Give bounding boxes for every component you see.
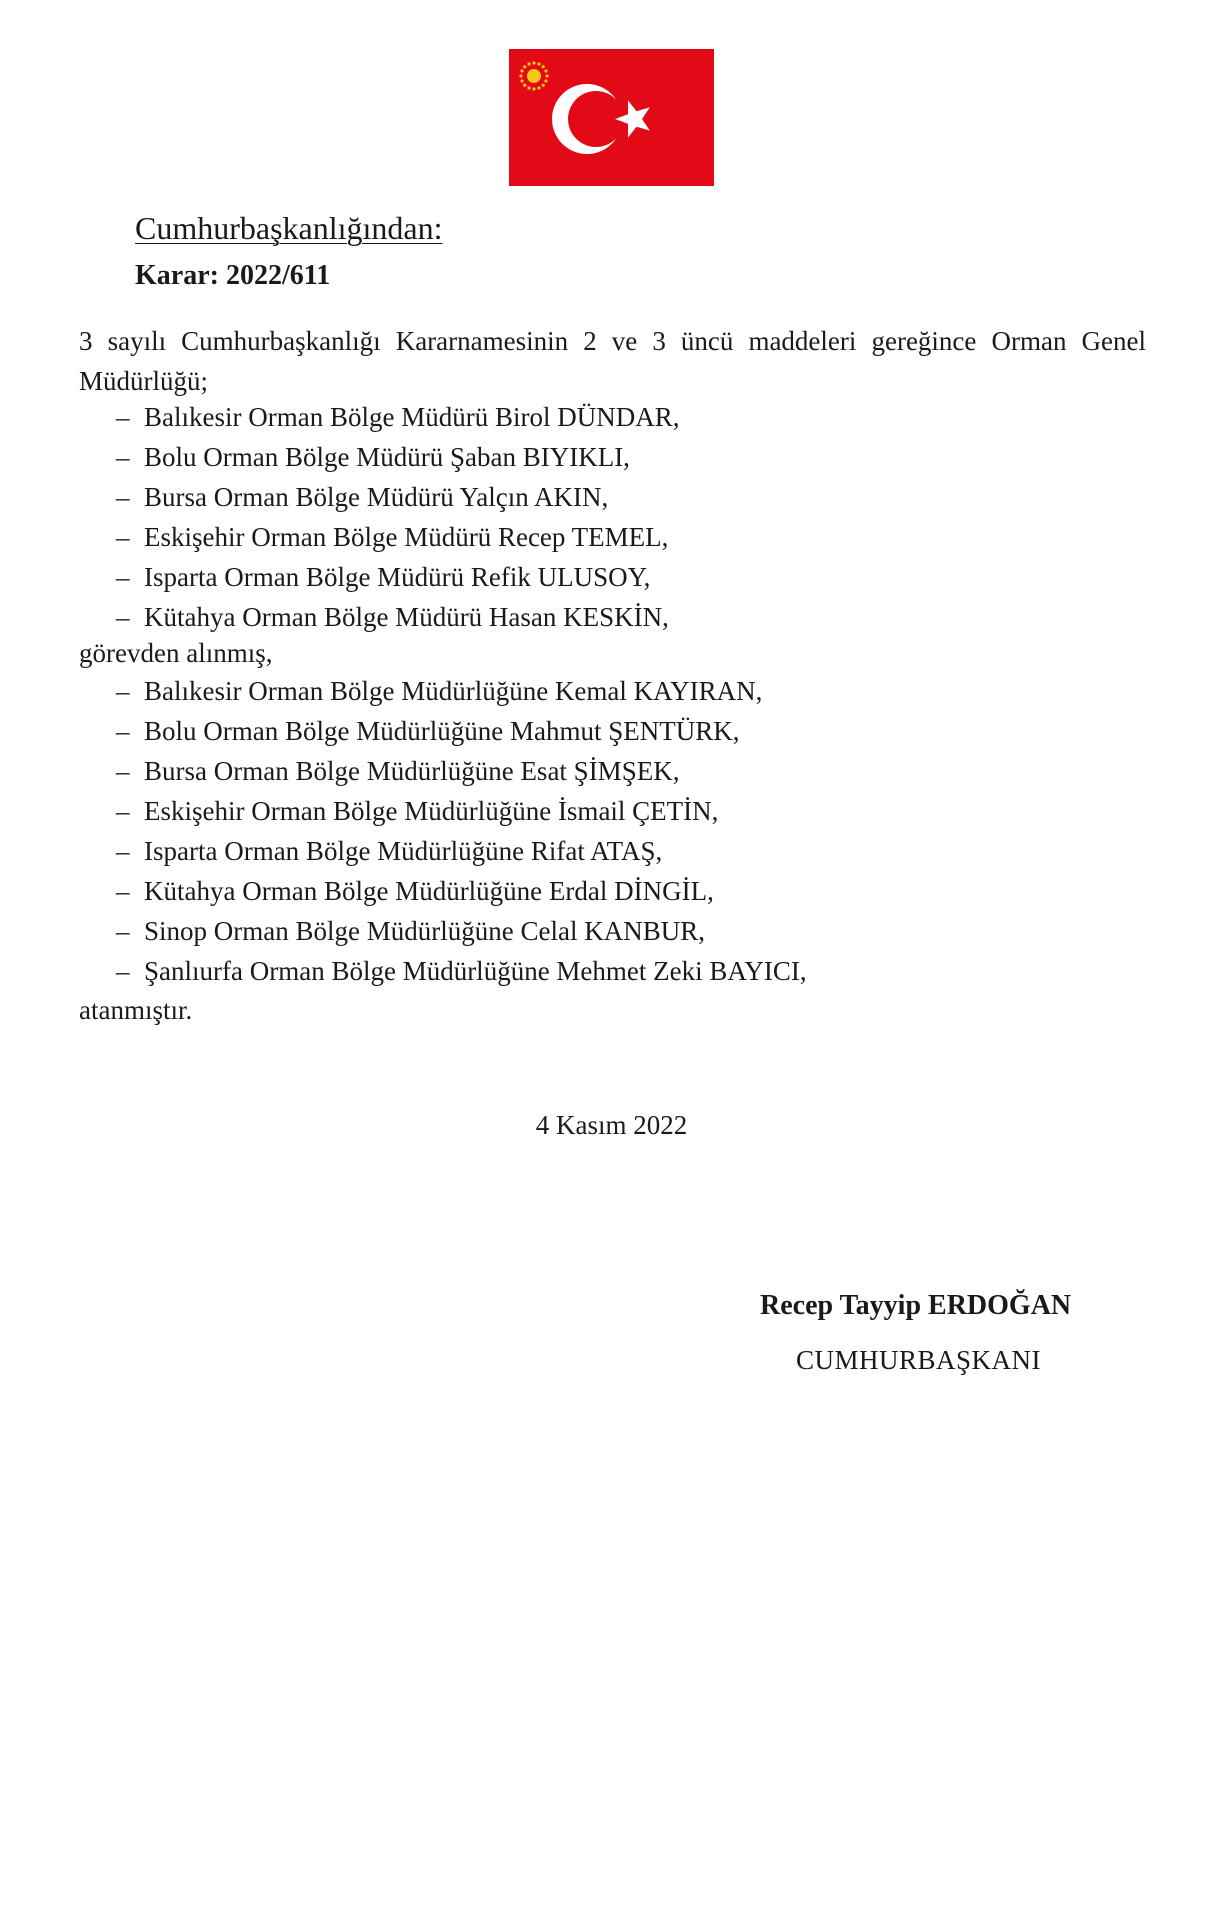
dash: – bbox=[116, 876, 130, 906]
list-item-text: Bolu Orman Bölge Müdürlüğüne Mahmut ŞENTÜRK, bbox=[144, 716, 740, 746]
list-item bbox=[116, 557, 679, 597]
intro-paragraph: 3 sayılı Cumhurbaşkanlığı Kararnamesinin 2 ve 3 üncü maddeleri gereğince Orman Genel Müdürlüğü; bbox=[79, 326, 1146, 396]
list-item bbox=[116, 911, 807, 951]
dash: – bbox=[116, 482, 130, 512]
list-item bbox=[116, 751, 807, 791]
removed-closing-text: görevden alınmış, bbox=[79, 638, 273, 668]
list-item-text: Kütahya Orman Bölge Müdürlüğüne Erdal DİNGİL, bbox=[144, 876, 714, 906]
list-item-text: Eskişehir Orman Bölge Müdürlüğüne İsmail ÇETİN, bbox=[144, 796, 719, 826]
signer-title: CUMHURBAŞKANI bbox=[796, 1345, 1042, 1375]
list-item-text: Bolu Orman Bölge Müdürü Şaban BIYIKLI, bbox=[144, 442, 630, 472]
dash: – bbox=[116, 402, 130, 432]
dash: – bbox=[116, 562, 130, 592]
list-item bbox=[116, 871, 807, 911]
turkish-flag-icon bbox=[509, 49, 714, 186]
dash: – bbox=[116, 756, 130, 786]
list-item-text: Sinop Orman Bölge Müdürlüğüne Celal KANBUR, bbox=[144, 916, 705, 946]
list-item-text: Isparta Orman Bölge Müdürlüğüne Rifat ATAŞ, bbox=[144, 836, 663, 866]
signer-name: Recep Tayyip ERDOĞAN bbox=[760, 1290, 1072, 1321]
list-item bbox=[116, 711, 807, 751]
list-item-text: Bursa Orman Bölge Müdürlüğüne Esat ŞİMŞEK, bbox=[144, 756, 680, 786]
list-item bbox=[116, 517, 679, 557]
list-item-text: Balıkesir Orman Bölge Müdürü Birol DÜNDAR, bbox=[144, 402, 680, 432]
list-item bbox=[116, 477, 679, 517]
list-item bbox=[116, 831, 807, 871]
dash: – bbox=[116, 602, 130, 632]
dash: – bbox=[116, 522, 130, 552]
list-item-text: Isparta Orman Bölge Müdürü Refik ULUSOY, bbox=[144, 562, 651, 592]
dash: – bbox=[116, 916, 130, 946]
dash: – bbox=[116, 716, 130, 746]
removed-officials-list bbox=[116, 397, 679, 637]
list-item bbox=[116, 437, 679, 477]
appointed-officials-list bbox=[116, 671, 807, 991]
list-item-text: Bursa Orman Bölge Müdürü Yalçın AKIN, bbox=[144, 482, 609, 512]
dash: – bbox=[116, 442, 130, 472]
dash: – bbox=[116, 796, 130, 826]
dash: – bbox=[116, 956, 130, 986]
list-item-text: Şanlıurfa Orman Bölge Müdürlüğüne Mehmet Zeki BAYICI, bbox=[144, 956, 807, 986]
list-item bbox=[116, 791, 807, 831]
list-item bbox=[116, 671, 807, 711]
list-item bbox=[116, 951, 807, 991]
decision-number: Karar: 2022/611 bbox=[135, 260, 331, 291]
list-item-text: Kütahya Orman Bölge Müdürü Hasan KESKİN, bbox=[144, 602, 669, 632]
list-item bbox=[116, 597, 679, 637]
dash: – bbox=[116, 676, 130, 706]
issuing-office-heading: Cumhurbaşkanlığından: bbox=[135, 210, 443, 246]
list-item-text: Balıkesir Orman Bölge Müdürlüğüne Kemal KAYIRAN, bbox=[144, 676, 763, 706]
list-item-text: Eskişehir Orman Bölge Müdürü Recep TEMEL, bbox=[144, 522, 669, 552]
dash: – bbox=[116, 836, 130, 866]
decision-date: 4 Kasım 2022 bbox=[535, 1110, 688, 1140]
appointed-closing-text: atanmıştır. bbox=[79, 995, 193, 1025]
list-item bbox=[116, 397, 679, 437]
